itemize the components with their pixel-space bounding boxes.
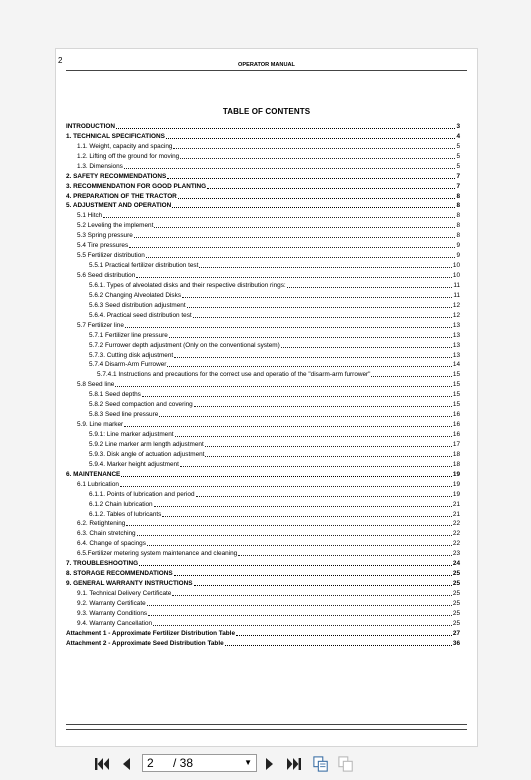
toc-leader-dots (194, 406, 452, 407)
toc-entry[interactable] (66, 280, 460, 290)
toc-entry-label: 5.9.4. Marker height adjustment (89, 460, 179, 468)
toc-entry-label: 7. TROUBLESHOOTING (66, 560, 139, 568)
toc-entry-label: 5.2 Leveling the implement (77, 222, 154, 230)
toc-entry-page: 8 (456, 232, 460, 240)
toc-entry[interactable] (66, 320, 460, 330)
toc-leader-dots (115, 386, 452, 387)
toc-leader-dots (199, 267, 451, 268)
toc-entry-page: 9 (456, 242, 460, 250)
toc-entry[interactable] (66, 598, 460, 608)
toc-entry-page: 19 (452, 470, 460, 478)
toc-entry-page: 3 (456, 122, 460, 130)
toc-leader-dots (124, 168, 456, 169)
toc-entry-label: 9.1. Technical Delivery Certificate (77, 590, 172, 597)
toc-leader-dots (146, 257, 456, 258)
toc-entry[interactable] (66, 201, 460, 211)
document-page (56, 49, 477, 746)
toc-entry-label: 5.6.4. Practical seed distribution test (89, 311, 192, 319)
toc-leader-dots (139, 565, 452, 566)
toc-leader-dots (236, 635, 452, 636)
toc-entry-label: 6.1.2. Tables of lubricants (89, 510, 162, 518)
toc-leader-dots (137, 535, 452, 536)
toc-entry-page: 5 (456, 162, 460, 170)
toc-entry-page: 16 (452, 421, 460, 429)
toc-entry[interactable] (66, 638, 460, 648)
toc-entry-page: 25 (452, 599, 460, 607)
toc-entry-page: 23 (452, 550, 460, 558)
toc-entry[interactable] (66, 608, 460, 618)
chevron-down-icon[interactable]: ▼ (244, 758, 252, 767)
toc-entry[interactable] (66, 141, 460, 151)
toc-entry-label: 9.3. Warranty Conditions (77, 609, 148, 617)
toc-entry[interactable] (66, 429, 460, 439)
toc-entry-page: 22 (452, 530, 460, 538)
toc-entry-label: INTRODUCTION (66, 122, 115, 130)
toc-entry[interactable] (66, 220, 460, 230)
toc-entry[interactable] (66, 131, 460, 141)
toc-entry[interactable] (66, 409, 460, 419)
toc-leader-dots (371, 376, 451, 377)
toc-entry-page: 5 (456, 142, 460, 150)
toc-entry[interactable] (66, 330, 460, 340)
header-rule (66, 70, 467, 71)
toc-entry-page: 15 (452, 391, 460, 399)
toc-leader-dots (187, 307, 452, 308)
toc-entry-label: 5.9.3. Disk angle of actuation adjustment (89, 450, 205, 458)
toc-entry-label: 9. GENERAL WARRANTY INSTRUCTIONS (66, 580, 193, 588)
toc-entry-page: 15 (452, 401, 460, 409)
toc-entry-page: 10 (452, 272, 460, 279)
toc-entry-label: 5.4 Tire pressures (77, 242, 129, 250)
toc-entry-label: Attachment 2 - Approximate Seed Distribution Table (66, 639, 224, 647)
toc-entry-page: 13 (452, 321, 460, 329)
toc-entry-page: 24 (452, 560, 460, 568)
page-header: OPERATOR MANUAL (238, 62, 295, 68)
toc-entry[interactable] (66, 360, 460, 370)
toc-entry-label: 5. ADJUSTMENT AND OPERATION (66, 202, 172, 210)
toc-entry-label: 5.3 Spring pressure (77, 232, 133, 240)
toc-entry[interactable] (66, 181, 460, 191)
toc-entry-page: 13 (452, 341, 460, 349)
toc-entry-page: 22 (452, 520, 460, 528)
toc-entry-page: 22 (452, 540, 460, 548)
toc-leader-dots (225, 645, 452, 646)
toc-entry[interactable] (66, 260, 460, 270)
toc-leader-dots (175, 436, 452, 437)
toc-entry[interactable] (66, 389, 460, 399)
toc-leader-dots (193, 317, 452, 318)
toc-leader-dots (148, 615, 452, 616)
toc-leader-dots (167, 366, 451, 367)
toc-entry[interactable] (66, 538, 460, 548)
toc-entry-label: 5.9. Line marker (77, 421, 124, 429)
toc-entry-page: 21 (452, 500, 460, 508)
toc-entry[interactable] (66, 250, 460, 260)
toc-entry[interactable] (66, 479, 460, 489)
toc-entry-label: 9.2. Warranty Certificate (77, 599, 146, 607)
toc-entry-page: 10 (452, 262, 460, 270)
toc-entry[interactable] (66, 171, 460, 181)
toc-entry-page: 25 (452, 570, 460, 578)
toc-entry[interactable] (66, 618, 460, 628)
next-page-icon[interactable] (262, 756, 278, 772)
toc-entry-page: 11 (453, 291, 460, 299)
toc-leader-dots (180, 158, 455, 159)
toc-entry[interactable] (66, 449, 460, 459)
toc-entry-page: 16 (452, 411, 460, 419)
toc-entry-label: 5.6.3 Seed distribution adjustment (89, 301, 186, 309)
toc-entry[interactable] (66, 519, 460, 529)
toc-entry-page: 5 (456, 152, 460, 160)
toc-leader-dots (147, 545, 452, 546)
page-number: 2 (58, 56, 63, 65)
toc-entry-page: 13 (452, 331, 460, 339)
toc-entry-page: 19 (452, 480, 460, 488)
toc-entry-label: 1.3. Dimensions (77, 162, 123, 170)
toc-entry-label: 4. PREPARATION OF THE TRACTOR (66, 192, 177, 200)
toc-entry-label: 5.1 Hitch (77, 212, 103, 220)
toc-leader-dots (159, 416, 452, 417)
toc-entry-page: 7 (456, 172, 460, 180)
toc-leader-dots (281, 347, 452, 348)
toc-entry-label: 6.1 Lubrication (77, 480, 119, 488)
toc-entry-page: 21 (452, 510, 460, 518)
copy-icon[interactable] (313, 756, 329, 772)
last-page-icon[interactable] (286, 756, 302, 772)
toc-entry-label: 5.9.1: Line marker adjustment (89, 431, 174, 438)
toc-entry[interactable] (66, 628, 460, 638)
toc-entry-label: 5.9.2 Line marker arm length adjustment (89, 440, 204, 448)
toc-leader-dots (129, 247, 455, 248)
toc-entry-label: 5.8.2 Seed compaction and covering (89, 401, 193, 409)
toc-entry[interactable] (66, 568, 460, 578)
toc-entry-page: 18 (452, 460, 460, 468)
toc-leader-dots (126, 525, 452, 526)
toc-leader-dots (172, 207, 455, 208)
toc-entry-page: 12 (452, 301, 460, 309)
toc-entry-page: 8 (456, 192, 460, 200)
toc-entry-label: 5.5.1 Practical fertilizer distribution test (89, 262, 199, 270)
toc-entry-page: 4 (456, 132, 460, 140)
toc-entry-page: 25 (452, 580, 460, 588)
toc-entry[interactable] (66, 489, 460, 499)
toc-entry-page: 8 (456, 212, 460, 220)
toc-entry-label: 2. SAFETY RECOMMENDATIONS (66, 172, 167, 180)
footer-rule (66, 724, 467, 725)
toc-leader-dots (205, 456, 451, 457)
toc-entry[interactable] (66, 151, 460, 161)
toc-entry-label: 6. MAINTENANCE (66, 470, 121, 478)
table-of-contents (66, 121, 460, 648)
toc-leader-dots (178, 198, 456, 199)
toc-entry-label: 5.7.4.1 Instructions and precautions for the correct use and operatio of the "disarm-arm furrower" (97, 371, 371, 379)
first-page-icon[interactable] (94, 756, 110, 772)
toc-leader-dots (116, 128, 455, 129)
toc-entry-page: 15 (452, 371, 460, 379)
toc-entry[interactable] (66, 121, 460, 131)
toc-entry[interactable] (66, 379, 460, 389)
toc-leader-dots (142, 396, 452, 397)
toc-entry[interactable] (66, 240, 460, 250)
toc-entry-page: 25 (452, 609, 460, 617)
toc-entry[interactable] (66, 191, 460, 201)
toc-entry[interactable] (66, 548, 460, 558)
toc-leader-dots (207, 188, 455, 189)
prev-page-icon[interactable] (118, 756, 134, 772)
toc-leader-dots (103, 217, 455, 218)
toc-entry-page: 13 (452, 351, 460, 359)
toc-entry-page: 36 (452, 639, 460, 647)
toc-leader-dots (154, 506, 452, 507)
toc-entry-label: 6.4. Change of spacings (77, 540, 146, 548)
toc-entry-label: 5.8.3 Seed line pressure (89, 411, 159, 419)
toc-entry-label: 5.7 Fertilizer line (77, 321, 124, 329)
toc-leader-dots (162, 516, 452, 517)
toc-entry-page: 25 (452, 619, 460, 627)
toc-entry-label: 6.5.Fertilizer metering system maintenance and cleaning (77, 550, 238, 558)
toc-entry-page: 12 (452, 311, 460, 319)
toc-leader-dots (173, 148, 455, 149)
toc-entry-label: 5.5 Fertilizer distribution (77, 252, 145, 260)
toc-leader-dots (238, 555, 452, 556)
toc-leader-dots (121, 476, 452, 477)
toc-entry-label: 6.3. Chain stretching (77, 530, 136, 538)
toc-entry[interactable] (66, 558, 460, 568)
toc-entry[interactable] (66, 210, 460, 220)
footer-rule-secondary (66, 729, 467, 730)
toc-leader-dots (196, 496, 452, 497)
toc-entry-page: 15 (452, 381, 460, 389)
toc-entry-label: 5.7.2 Furrower depth adjustment (Only on the conventional system) (89, 341, 280, 349)
toc-entry-label: 5.7.3. Cutting disk adjustment (89, 351, 174, 359)
toc-entry-page: 18 (452, 450, 460, 458)
toc-entry-page: 16 (452, 431, 460, 438)
toc-leader-dots (120, 486, 452, 487)
toc-leader-dots (136, 277, 452, 278)
toc-entry-page: 14 (452, 361, 460, 369)
toc-entry-page: 7 (456, 182, 460, 190)
toc-entry[interactable] (66, 161, 460, 171)
toc-leader-dots (174, 357, 452, 358)
toc-leader-dots (134, 237, 456, 238)
toc-entry[interactable] (66, 350, 460, 360)
toc-entry-page: 27 (452, 629, 460, 637)
toc-entry[interactable] (66, 588, 460, 598)
toc-entry[interactable] (66, 499, 460, 509)
toc-leader-dots (180, 466, 452, 467)
toc-entry-label: 1. TECHNICAL SPECIFICATIONS (66, 132, 165, 140)
current-page-input[interactable] (143, 756, 173, 770)
toc-leader-dots (205, 446, 452, 447)
toc-entry-label: 8. STORAGE RECOMMENDATIONS (66, 570, 173, 578)
toc-leader-dots (166, 138, 456, 139)
toc-entry[interactable] (66, 578, 460, 588)
toc-entry-label: 3. RECOMMENDATION FOR GOOD PLANTING (66, 182, 207, 190)
toc-entry-label: 6.1.1. Points of lubrication and period (89, 490, 195, 498)
toc-entry[interactable] (66, 469, 460, 479)
toc-entry-label: 5.6 Seed distribution (77, 272, 136, 279)
toc-leader-dots (172, 595, 452, 596)
toc-entry-page: 19 (452, 490, 460, 498)
toc-entry-label: 5.7.1 Fertilizer line pressure (89, 331, 168, 339)
toc-leader-dots (169, 337, 452, 338)
toc-leader-dots (174, 575, 452, 576)
toc-leader-dots (153, 625, 452, 626)
toc-entry[interactable] (66, 300, 460, 310)
toc-entry[interactable] (66, 310, 460, 320)
toc-entry-label: 5.7.4 Disarm-Arm Furrower (89, 361, 167, 369)
toc-entry[interactable] (66, 528, 460, 538)
toc-entry[interactable] (66, 439, 460, 449)
toc-entry-label: 1.2. Lifting off the ground for moving (77, 152, 180, 160)
toc-entry[interactable] (66, 399, 460, 409)
paste-icon[interactable] (338, 756, 354, 772)
toc-leader-dots (125, 327, 452, 328)
toc-leader-dots (182, 297, 452, 298)
toc-entry-page: 8 (456, 222, 460, 230)
toc-entry[interactable] (66, 459, 460, 469)
toc-leader-dots (154, 227, 455, 228)
toc-entry-label: 9.4. Warranty Cancellation (77, 619, 153, 627)
toc-entry-label: Attachment 1 - Approximate Fertilizer Distribution Table (66, 629, 236, 637)
toc-entry-page: 17 (452, 440, 460, 448)
toc-leader-dots (147, 605, 452, 606)
page-selector[interactable] (142, 754, 257, 772)
toc-entry[interactable] (66, 369, 460, 379)
toc-entry-label: 5.6.2 Changing Alveolated Disks (89, 291, 182, 299)
toc-entry-label: 5.8 Seed line (77, 381, 115, 389)
toc-entry[interactable] (66, 270, 460, 280)
toc-entry-page: 25 (452, 590, 460, 597)
toc-entry-label: 5.8.1 Seed depths (89, 391, 141, 399)
toc-entry[interactable] (66, 509, 460, 519)
toc-leader-dots (287, 287, 453, 288)
toc-entry-page: 11 (453, 281, 460, 289)
toc-entry-page: 9 (456, 252, 460, 260)
page-count: / 38 (173, 756, 194, 770)
toc-entry-label: 6.2. Retightening (77, 520, 126, 528)
toc-leader-dots (124, 426, 452, 427)
toc-title: TABLE OF CONTENTS (222, 107, 311, 116)
toc-entry-label: 5.6.1. Types of alveolated disks and their respective distribution rings: (89, 281, 286, 289)
toc-entry-label: 6.1.2 Chain lubrication (89, 500, 153, 508)
toc-entry[interactable] (66, 230, 460, 240)
toc-entry-page: 8 (456, 202, 460, 210)
toc-entry-label: 1.1. Weight, capacity and spacing (77, 142, 173, 150)
toc-leader-dots (194, 585, 452, 586)
toc-entry[interactable] (66, 340, 460, 350)
toc-entry[interactable] (66, 419, 460, 429)
toc-entry[interactable] (66, 290, 460, 300)
toc-leader-dots (167, 178, 455, 179)
